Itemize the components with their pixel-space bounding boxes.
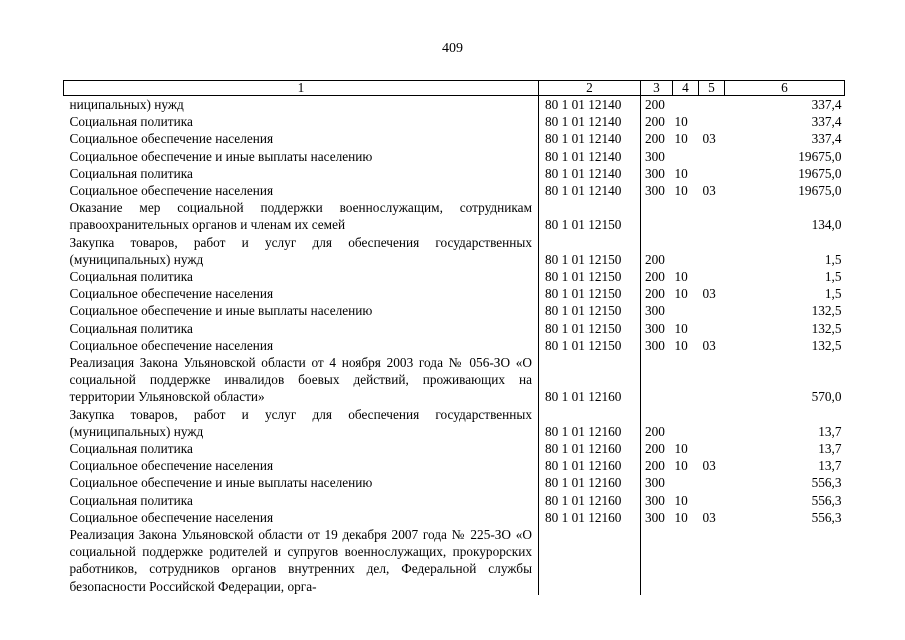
row-expense-type: 200 [645,423,665,439]
row-code: 80 1 01 12140 [539,148,641,165]
row-section: 10 [674,320,688,336]
row-section: 10 [674,131,688,147]
row-expense-type: 300 [645,165,665,181]
row-section [673,234,699,268]
row-subsection [699,234,725,268]
column-header-5: 5 [699,81,725,96]
table-row [64,268,845,285]
row-subsection [699,492,725,509]
row-subsection [699,96,725,114]
row-expense-type: 200 [645,286,665,302]
row-subsection [699,440,725,457]
row-expense-type: 200 [645,97,665,112]
row-name: Социальное обеспечение населения [69,286,274,302]
table-row [64,148,845,165]
row-subsection [699,474,725,491]
column-header-6: 6 [725,81,845,96]
row-name: Социальная политика [69,320,193,336]
column-header-1: 1 [64,81,539,96]
row-code: 80 1 01 12140 [539,165,641,182]
row-section: 10 [674,337,688,353]
row-section: 10 [674,509,688,525]
row-amount: 1,5 [824,269,842,285]
row-amount: 13,7 [818,458,842,474]
row-amount: 132,5 [811,303,842,319]
row-subsection: 03 [702,183,716,199]
row-section [673,474,699,491]
table-row [64,320,845,337]
row-expense-type: 200 [645,441,665,457]
row-section: 10 [674,269,688,285]
table-row [64,474,845,491]
table-row [64,337,845,354]
table-row [64,440,845,457]
row-section: 10 [674,492,688,508]
row-amount: 134,0 [811,217,842,233]
row-amount: 1,5 [824,286,842,302]
row-section: 10 [674,183,688,199]
row-name: Социальная политика [69,114,193,130]
table-row [64,113,845,130]
row-subsection [699,320,725,337]
row-code: 80 1 01 12150 [539,199,641,233]
row-section: 10 [674,441,688,457]
row-code [539,526,641,595]
row-section [673,96,699,114]
row-subsection: 03 [702,286,716,302]
row-name: Реализация Закона Ульяновской области от 19 декабря 2007 года № 225-ЗО «О социальной поддержке родителей и супругов военнослужащих, прокурорских работников, сотрудников органов внутренних дел, Федеральной службы безопасности Российской Федерации, орга- [69,527,532,594]
row-name: Социальная политика [69,441,193,457]
row-name: Социальное обеспечение и иные выплаты населению [69,475,373,491]
table-row [64,234,845,268]
row-code: 80 1 01 12150 [539,337,641,354]
row-subsection [699,165,725,182]
row-code: 80 1 01 12160 [539,354,641,406]
row-amount: 337,4 [811,131,842,147]
row-amount: 13,7 [818,423,842,439]
table-row [64,199,845,233]
row-section [673,302,699,319]
table-row [64,526,845,595]
row-name: Социальное обеспечение и иные выплаты населению [69,148,373,164]
table-row [64,509,845,526]
row-amount: 570,0 [811,389,842,405]
row-expense-type: 300 [645,148,665,164]
row-code: 80 1 01 12160 [539,474,641,491]
row-code: 80 1 01 12150 [539,234,641,268]
table-row [64,96,845,114]
table-row [64,492,845,509]
row-section [673,354,699,406]
row-amount [725,526,845,595]
row-amount: 132,5 [811,320,842,336]
row-name: ниципальных) нужд [69,97,184,112]
row-code: 80 1 01 12160 [539,440,641,457]
row-section: 10 [674,114,688,130]
table-row [64,354,845,406]
budget-table [63,80,845,595]
column-header-2: 2 [539,81,641,96]
row-amount: 132,5 [811,337,842,353]
row-amount: 13,7 [818,441,842,457]
row-expense-type: 300 [645,183,665,199]
row-amount: 19675,0 [798,148,842,164]
row-code: 80 1 01 12160 [539,457,641,474]
row-amount: 556,3 [811,509,842,525]
row-name: Социальное обеспечение населения [69,509,274,525]
row-code: 80 1 01 12140 [539,113,641,130]
row-amount: 556,3 [811,492,842,508]
row-name: Социальная политика [69,269,193,285]
table-row [64,457,845,474]
row-section: 10 [674,458,688,474]
table-body [64,96,845,595]
column-header-4: 4 [673,81,699,96]
row-code: 80 1 01 12160 [539,509,641,526]
row-expense-type: 300 [645,492,665,508]
row-subsection [699,268,725,285]
row-name: Социальное обеспечение населения [69,337,274,353]
row-code: 80 1 01 12140 [539,182,641,199]
row-expense-type [641,526,673,595]
row-section [673,526,699,595]
table-row [64,285,845,302]
row-expense-type: 300 [645,509,665,525]
row-amount: 19675,0 [798,183,842,199]
row-section: 10 [674,165,688,181]
row-amount: 1,5 [824,251,842,267]
table-header-row [64,81,845,96]
table-row [64,406,845,440]
row-expense-type [641,199,673,233]
row-code: 80 1 01 12140 [539,130,641,147]
row-amount: 19675,0 [798,165,842,181]
row-subsection: 03 [702,337,716,353]
row-expense-type: 200 [645,251,665,267]
row-subsection [699,406,725,440]
row-subsection [699,526,725,595]
column-header-3: 3 [641,81,673,96]
row-name: Закупка товаров, работ и услуг для обеспечения государственных (муниципальных) нужд [69,234,532,267]
row-name: Социальное обеспечение и иные выплаты населению [69,303,373,319]
row-subsection [699,113,725,130]
row-name: Оказание мер социальной поддержки военнослужащим, сотрудникам правоохранительных органов и членам их семей [69,200,532,233]
row-section: 10 [674,286,688,302]
row-name: Социальное обеспечение населения [69,458,274,474]
row-expense-type: 300 [645,303,665,319]
row-expense-type [641,354,673,406]
row-name: Социальное обеспечение населения [69,131,274,147]
row-code: 80 1 01 12140 [539,96,641,114]
row-subsection [699,302,725,319]
row-expense-type: 300 [645,475,665,491]
row-expense-type: 200 [645,269,665,285]
row-name: Социальное обеспечение населения [69,183,274,199]
row-amount: 556,3 [811,475,842,491]
row-code: 80 1 01 12160 [539,492,641,509]
table-row [64,182,845,199]
table-row [64,302,845,319]
row-name: Социальная политика [69,165,193,181]
row-name: Закупка товаров, работ и услуг для обеспечения государственных (муниципальных) нужд [69,406,532,439]
row-amount: 337,4 [811,114,842,130]
row-code: 80 1 01 12150 [539,302,641,319]
row-code: 80 1 01 12150 [539,268,641,285]
row-section [673,406,699,440]
row-section [673,199,699,233]
row-section [673,148,699,165]
row-subsection [699,354,725,406]
row-subsection [699,199,725,233]
row-expense-type: 300 [645,337,665,353]
row-subsection: 03 [702,509,716,525]
row-expense-type: 200 [645,114,665,130]
row-name: Социальная политика [69,492,193,508]
row-amount: 337,4 [811,97,842,112]
row-code: 80 1 01 12150 [539,320,641,337]
row-subsection: 03 [702,131,716,147]
page-number: 409 [442,41,463,56]
row-expense-type: 300 [645,320,665,336]
row-code: 80 1 01 12160 [539,406,641,440]
table-row [64,165,845,182]
row-subsection: 03 [702,458,716,474]
table-row [64,130,845,147]
row-expense-type: 200 [645,458,665,474]
row-code: 80 1 01 12150 [539,285,641,302]
row-subsection [699,148,725,165]
row-name: Реализация Закона Ульяновской области от 4 ноября 2003 года № 056-ЗО «О социальной поддержке инвалидов боевых действий, проживающих на территории Ульяновской области» [69,355,532,405]
row-expense-type: 200 [645,131,665,147]
